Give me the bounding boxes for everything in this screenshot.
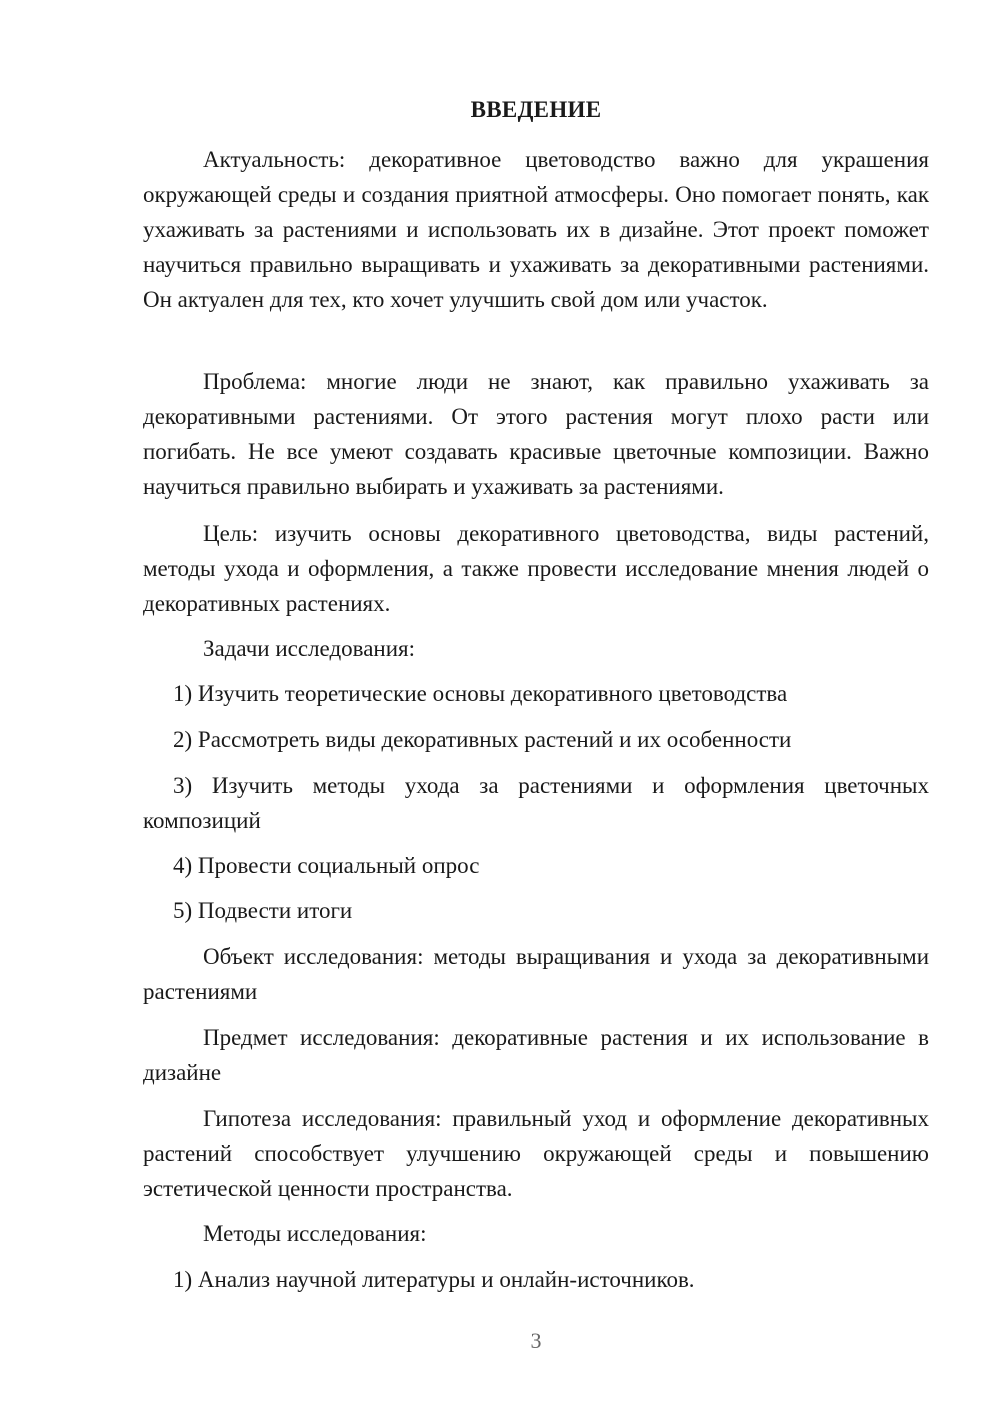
relevance-paragraph: Актуальность: декоративное цветоводство важно для украшения окружающей среды и создания приятной атмосферы. Оно помогает понять, как ухаживать за растениями и использовать их в дизайне. Этот проект поможет научиться правильно выращивать и ухаживать за декоративными растениями. Он актуален для тех, кто хочет улучшить свой дом или участок. [143,147,929,312]
method-item: 1) Анализ научной литературы и онлайн-источников. [173,1267,695,1292]
methods-title: Методы исследования: [203,1221,427,1246]
task-item: 2) Рассмотреть виды декоративных растений и их особенности [173,727,792,752]
task-item: 1) Изучить теоретические основы декоративного цветоводства [173,681,788,706]
hypothesis-paragraph: Гипотеза исследования: правильный уход и оформление декоративных растений способствует улучшению окружающей среды и повышению эстетической ценности пространства. [143,1106,929,1201]
object-paragraph: Объект исследования: методы выращивания и ухода за декоративными растениями [143,944,929,1004]
goal-paragraph: Цель: изучить основы декоративного цветоводства, виды растений, методы ухода и оформления, а также провести исследование мнения людей о декоративных растениях. [143,521,929,616]
problem-paragraph: Проблема: многие люди не знают, как правильно ухаживать за декоративными растениями. От этого растения могут плохо расти или погибать. Не все умеют создавать красивые цветочные композиции. Важно научиться правильно выбирать и ухаживать за растениями. [143,369,929,499]
tasks-title: Задачи исследования: [203,636,416,661]
task-item: 5) Подвести итоги [173,898,353,923]
subject-paragraph: Предмет исследования: декоративные растения и их использование в дизайне [143,1025,929,1085]
page-number: 3 [530,1328,542,1353]
page-title: ВВЕДЕНИЕ [470,97,602,122]
task-item: 4) Провести социальный опрос [173,853,480,878]
task-item: 3) Изучить методы ухода за растениями и оформления цветочных композиций [143,773,929,833]
